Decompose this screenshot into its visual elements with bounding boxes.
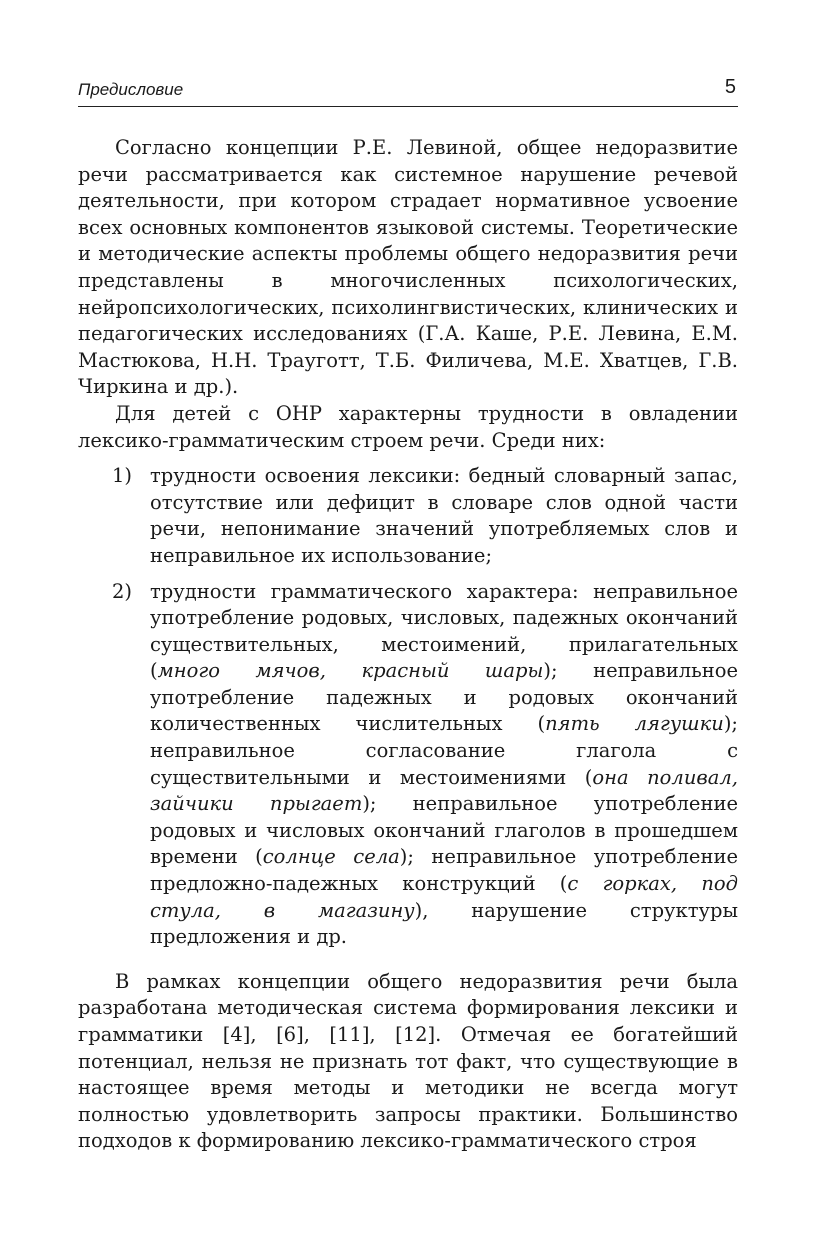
example-italic: солнце села <box>262 845 400 869</box>
paragraph-3: В рамках концепции общего недоразвития речи была разработана методическая система формирования лексики и грамматики [4], [6], [11], [12]. Отмечая ее богатейший потенциал, нельзя не признать тот факт, что существующие в настоящее время методы и методики не всегда могут полностью удовлетворить запросы практики. Большинство подходов к формированию лексико-грамматического строя <box>78 969 738 1153</box>
list-item-text: трудности освоения лексики: бедный словарный запас, отсутствие или дефицит в словаре слов одной части речи, непонимание значений употребляемых слов и неправильное их использование; <box>150 464 738 567</box>
text-run: ), нарушение структуры предложения и др. <box>150 898 738 949</box>
page-number: 5 <box>724 76 736 98</box>
list-number: 1) <box>112 464 133 488</box>
text-run: ); неправильное употребление родовых и числовых окончаний глаголов в прошедшем времени ( <box>150 792 738 869</box>
text-run: ); неправильное употребление падежных и родовых окончаний количественных числительных ( <box>150 659 738 736</box>
running-header <box>78 74 738 107</box>
text-run: трудности грамматического характера: неправильное употребление родовых, числовых, падежных окончаний существительных, местоимений, прилагательных ( <box>150 579 738 683</box>
difficulties-list <box>78 463 738 951</box>
text-run: ); неправильное согласование глагола с существительными и местоимениями ( <box>150 712 739 789</box>
example-italic: много мячов, красный шары <box>157 659 544 683</box>
list-number: 2) <box>112 579 133 603</box>
text-run: ); неправильное употребление предложно-падежных конструкций ( <box>150 845 738 896</box>
page-body <box>78 135 738 1155</box>
section-title: Предисловие <box>78 80 184 99</box>
list-item <box>78 579 738 951</box>
list-item-text <box>150 579 738 951</box>
example-italic: с горках, под стула, в магазину <box>150 872 738 922</box>
list-item <box>78 463 738 569</box>
example-italic: пять лягушки <box>545 712 724 736</box>
paragraph-2: Для детей с ОНР характерны трудности в овладении лексико-грамматическим строем речи. Среди них: <box>78 401 738 452</box>
example-italic: она поливал, зайчики прыгает <box>150 765 738 816</box>
paragraph-1: Согласно концепции Р.Е. Левиной, общее недоразвитие речи рассматривается как системное нарушение речевой деятельности, при котором страдает нормативное усвоение всех основных компонентов языковой системы. Теоретические и методические аспекты проблемы общего недоразвития речи представлены в многочисленных психологических, нейропсихологических, психолингвистических, клинических и педагогических исследованиях (Г.А. Каше, Р.Е. Левина, Е.М. Мастюкова, Н.Н. Трауготт, Т.Б. Филичева, М.Е. Хватцев, Г.В. Чиркина и др.). <box>78 136 738 399</box>
